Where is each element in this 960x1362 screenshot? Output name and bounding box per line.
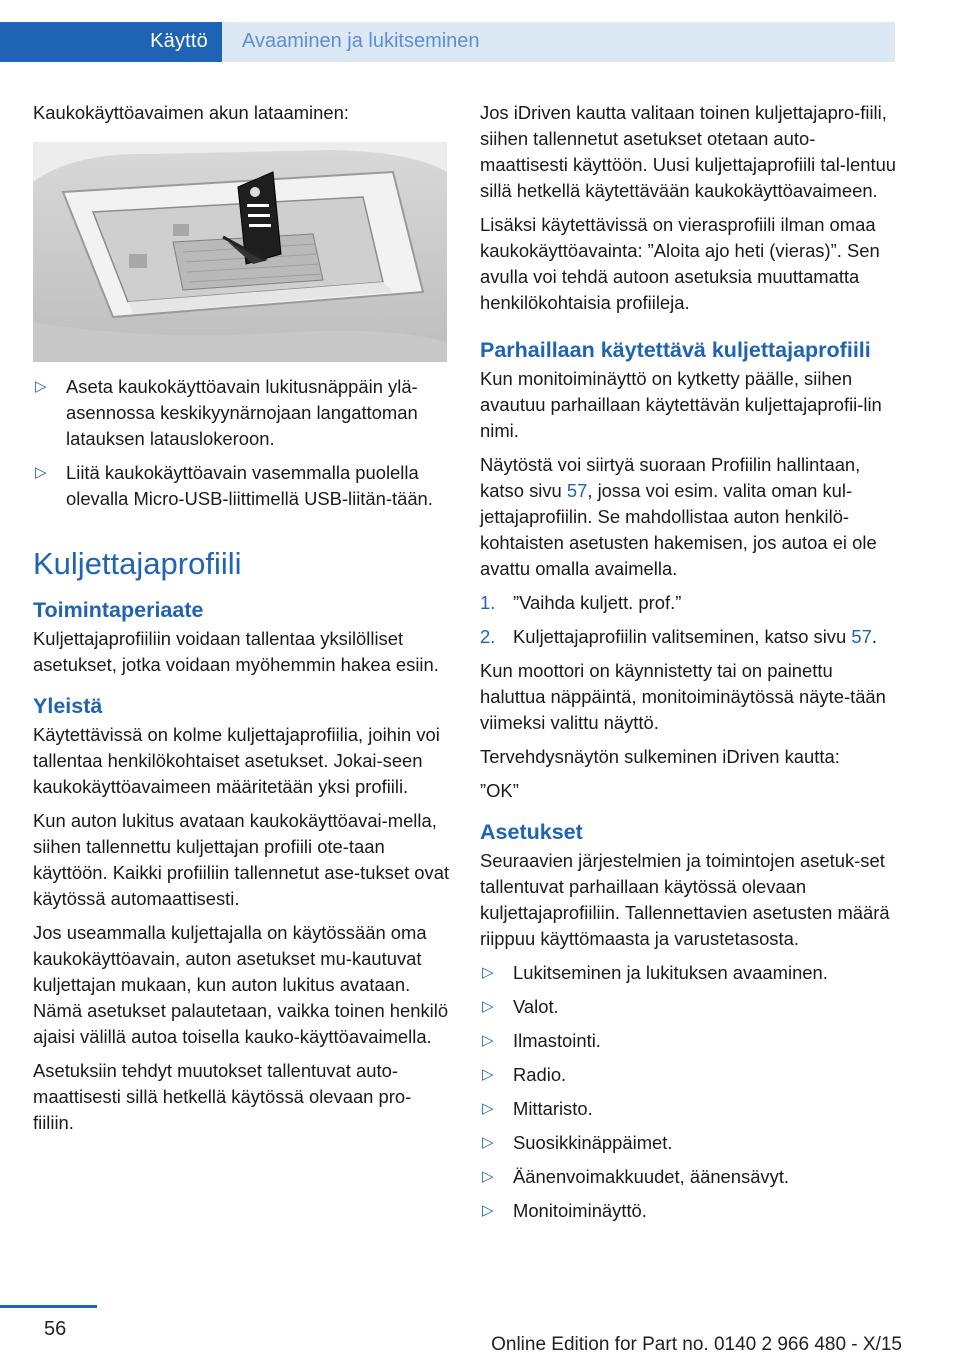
header-subsection-tab: [222, 22, 895, 62]
paragraph: Tervehdysnäytön sulkeminen iDriven kautta:: [480, 746, 840, 767]
edition-footer: Online Edition for Part no. 0140 2 966 480 - X/15: [491, 1334, 902, 1355]
triangle-bullet-icon: ▷: [482, 1066, 494, 1083]
page-number: 56: [44, 1318, 67, 1340]
paragraph: Jos iDriven kautta valitaan toinen kuljettajapro-fiili, siihen tallennetut asetukset otetaan auto-maattisesti käyttöön. Uusi kuljettajaprofiili tal-lentuu sillä hetkellä käytettävään kaukokäyttöavaimeen.: [480, 102, 897, 201]
triangle-bullet-icon: ▷: [35, 464, 47, 481]
header-subsection-label: Avaaminen ja lukitseminen: [242, 30, 480, 52]
triangle-bullet-icon: ▷: [482, 998, 494, 1015]
subheading-general: Yleistä: [33, 694, 103, 718]
subheading-principle: Toimintaperiaate: [33, 598, 204, 622]
step-number: 2.: [480, 626, 496, 647]
section-title: Kuljettajaprofiili: [33, 546, 242, 581]
paragraph: Seuraavien järjestelmien ja toimintojen asetuk-set tallentuvat parhaillaan käytössä olevaan kuljettajaprofiiliin. Tallennettavien asetusten määrä riippuu käyttömaasta ja varustetasosta.: [480, 850, 890, 949]
armrest-charging-photo: [33, 142, 447, 362]
triangle-bullet-icon: ▷: [482, 1168, 494, 1185]
triangle-bullet-icon: ▷: [482, 1032, 494, 1049]
charging-intro: Kaukokäyttöavaimen akun lataaminen:: [33, 102, 349, 123]
page-number-rule: [0, 1305, 97, 1308]
list-item: ▷ Aseta kaukokäyttöavain lukitusnäppäin ylä-asennossa keskikyynärnojaan langattoman latauksen latauslokeroon.: [35, 376, 418, 449]
paragraph: Asetuksiin tehdyt muutokset tallentuvat auto-maattisesti sillä hetkellä käytössä olevaan pro-fiiliin.: [33, 1060, 412, 1133]
settings-list: [480, 960, 898, 1224]
numbered-steps-list: [480, 590, 898, 650]
paragraph: Kun monitoiminäyttö on kytketty päälle, siihen avautuu parhaillaan käytettävän kuljettajaprofii-lin nimi.: [480, 368, 882, 441]
right-column: [480, 100, 898, 1232]
paragraph: Kun auton lukitus avataan kaukokäyttöavai-mella, siihen tallennettu kuljettajan profiili ote-taan käyttöön. Kaikki profiiliin tallennetut ase-tukset ovat käytössä automaattisesti.: [33, 810, 450, 909]
header-section-label: Käyttö: [150, 30, 208, 52]
triangle-bullet-icon: ▷: [482, 1134, 494, 1151]
list-item: ▷ Ilmastointi.: [480, 1028, 898, 1054]
list-item: ▷ Liitä kaukokäyttöavain vasemmalla puolella olevalla Micro-USB-liittimellä USB-liitän-tään.: [35, 462, 433, 509]
paragraph: Käytettävissä on kolme kuljettajaprofiilia, joihin voi tallentaa henkilökohtaiset asetukset. Jokai-seen kaukokäyttöavaimeen määritetään yksi profiili.: [33, 724, 440, 797]
list-item: ▷ Lukitseminen ja lukituksen avaaminen.: [480, 960, 898, 986]
triangle-bullet-icon: ▷: [482, 964, 494, 981]
list-item: ▷ Valot.: [480, 994, 898, 1020]
page-link[interactable]: 57: [851, 626, 872, 647]
paragraph: Näytöstä voi siirtyä suoraan Profiilin hallintaan, katso sivu 57, jossa voi esim. valita oman kul-jettajaprofiilin. Se mahdollistaa auton henkilö-kohtaisten asetusten hakemisen, jos autoa ei ole avattu omalla avaimella.: [480, 454, 877, 579]
subheading-current-profile: Parhaillaan käytettävä kuljettajaprofiili: [480, 338, 871, 362]
header-section-tab: [0, 22, 222, 62]
list-item: ▷ Äänenvoimakkuudet, äänensävyt.: [480, 1164, 898, 1190]
triangle-bullet-icon: ▷: [482, 1202, 494, 1219]
page-header: [0, 22, 895, 62]
list-item: ▷ Monitoiminäyttö.: [480, 1198, 898, 1224]
list-item: ▷ Mittaristo.: [480, 1096, 898, 1122]
left-column: [33, 100, 451, 1144]
list-item: ▷ Suosikkinäppäimet.: [480, 1130, 898, 1156]
step-number: 1.: [480, 592, 496, 613]
subheading-settings: Asetukset: [480, 820, 583, 844]
charging-steps-list: [33, 374, 451, 512]
paragraph: Jos useammalla kuljettajalla on käytössään oma kaukokäyttöavain, auton asetukset mu-kautuvat kuljettajan mukaan, kun auton lukitus avataan. Nämä asetukset palautetaan, vaikka toinen henkilö ajaisi välillä autoa toisella kauko-käyttöavaimella.: [33, 922, 449, 1047]
list-item: 2. Kuljettajaprofiilin valitseminen, katso sivu 57.: [480, 624, 898, 650]
page-link[interactable]: 57: [566, 480, 588, 501]
list-item: ▷ Radio.: [480, 1062, 898, 1088]
triangle-bullet-icon: ▷: [482, 1100, 494, 1117]
paragraph: Kuljettajaprofiiliin voidaan tallentaa yksilölliset asetukset, jotka voidaan myöhemmin hakea esiin.: [33, 628, 439, 675]
paragraph: ”OK”: [480, 780, 519, 801]
paragraph: Lisäksi käytettävissä on vierasprofiili ilman omaa kaukokäyttöavainta: ”Aloita ajo heti (vieras)”. Sen avulla voi tehdä autoon asetuksia muuttamatta henkilökohtaisia profiileja.: [480, 214, 880, 313]
list-item: 1. ”Vaihda kuljett. prof.”: [480, 590, 898, 616]
paragraph: Kun moottori on käynnistetty tai on painettu haluttua näppäintä, monitoiminäytössä näyte-tään viimeksi valittu näyttö.: [480, 660, 886, 733]
triangle-bullet-icon: ▷: [35, 378, 47, 395]
